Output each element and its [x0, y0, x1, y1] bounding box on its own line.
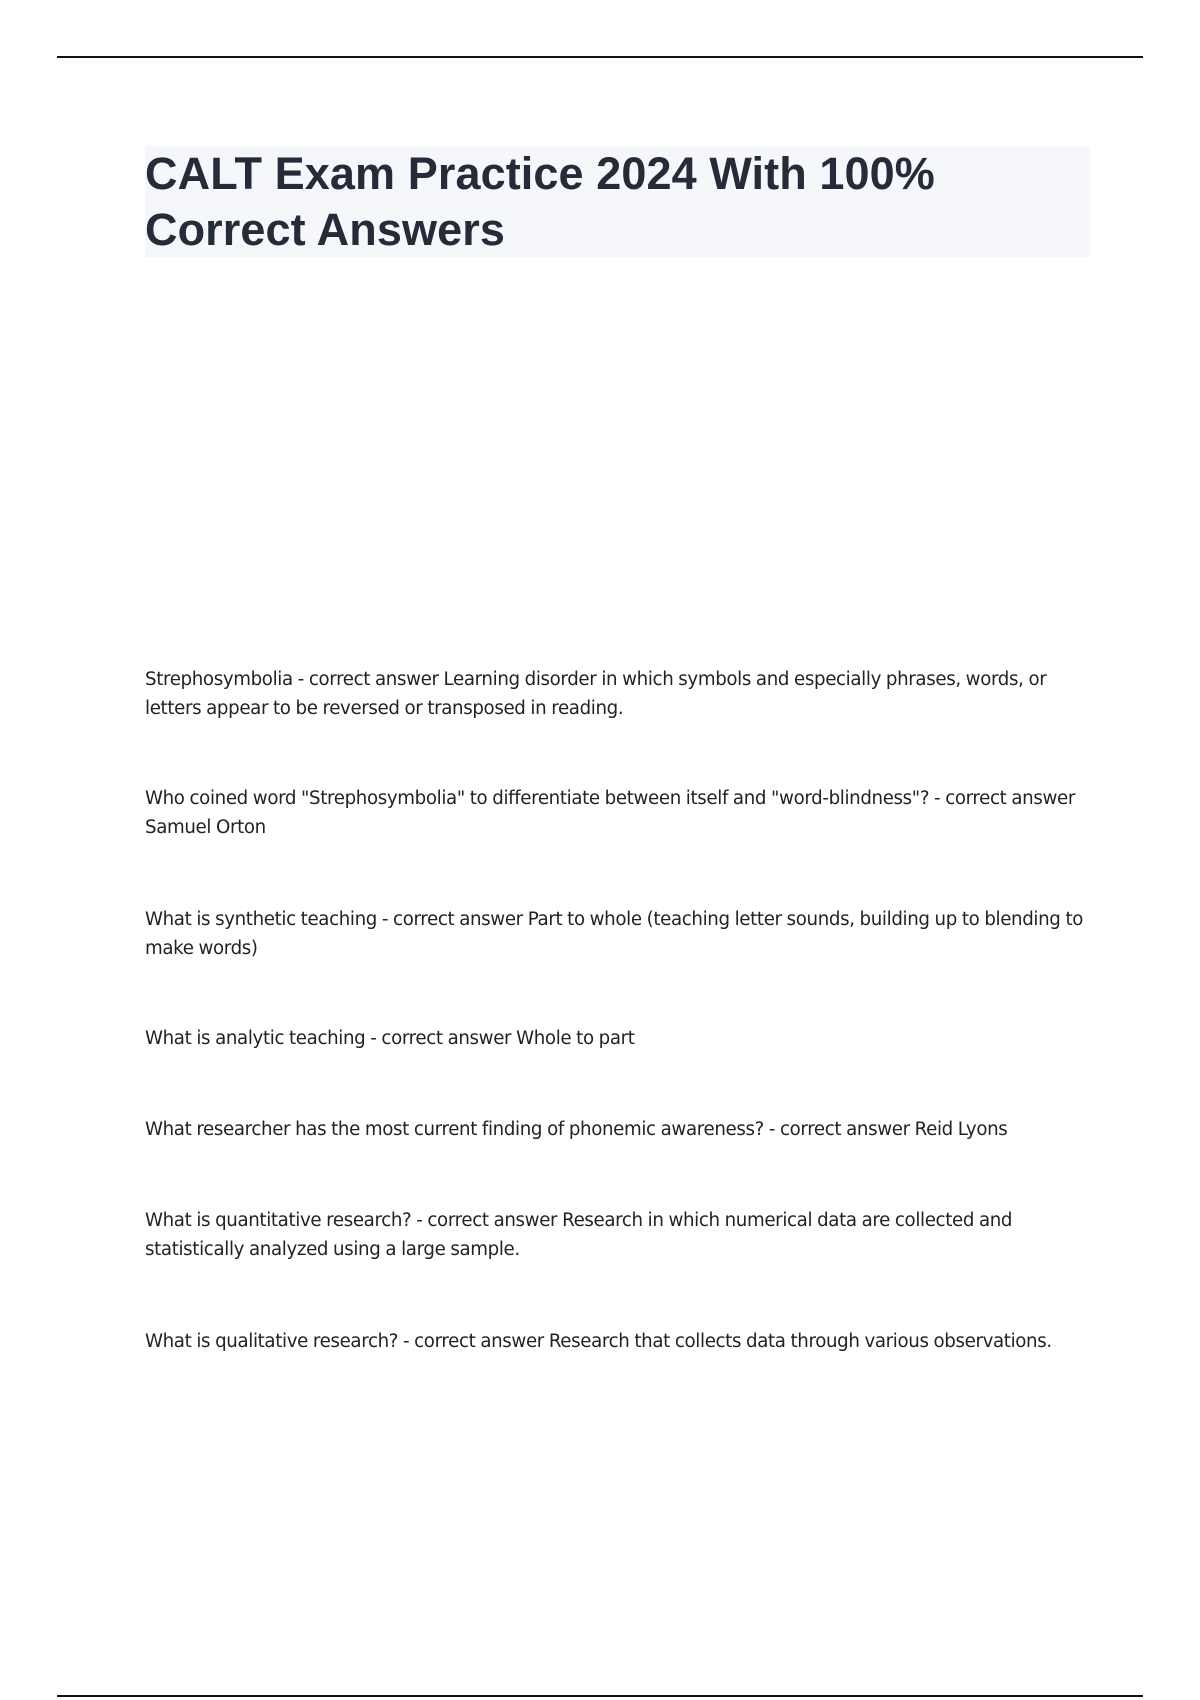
qa-entry-analytic-teaching: What is analytic teaching - correct answer Whole to part [145, 1028, 635, 1049]
bottom-rule [57, 1695, 1143, 1697]
qa-entry-samuel-orton: Who coined word "Strephosymbolia" to differentiate between itself and "word-blindness"? - correct answer Samuel Orton [145, 788, 1075, 838]
qa-entry-strephosymbolia: Strephosymbolia - correct answer Learning disorder in which symbols and especially phrases, words, or letters appear to be reversed or transposed in reading. [145, 669, 1047, 719]
qa-entry-reid-lyons: What researcher has the most current finding of phonemic awareness? - correct answer Reid Lyons [145, 1119, 1008, 1140]
qa-entry-quantitative-research: What is quantitative research? - correct answer Research in which numerical data are collected and statistically analyzed using a large sample. [145, 1210, 1013, 1260]
qa-entry-synthetic-teaching: What is synthetic teaching - correct answer Part to whole (teaching letter sounds, building up to blending to make words) [145, 909, 1083, 959]
title-band [145, 146, 1090, 257]
top-rule [57, 56, 1143, 58]
page-title: CALT Exam Practice 2024 With 100% Correct Answers [145, 148, 935, 255]
qa-entry-qualitative-research: What is qualitative research? - correct answer Research that collects data through various observations. [145, 1331, 1052, 1352]
